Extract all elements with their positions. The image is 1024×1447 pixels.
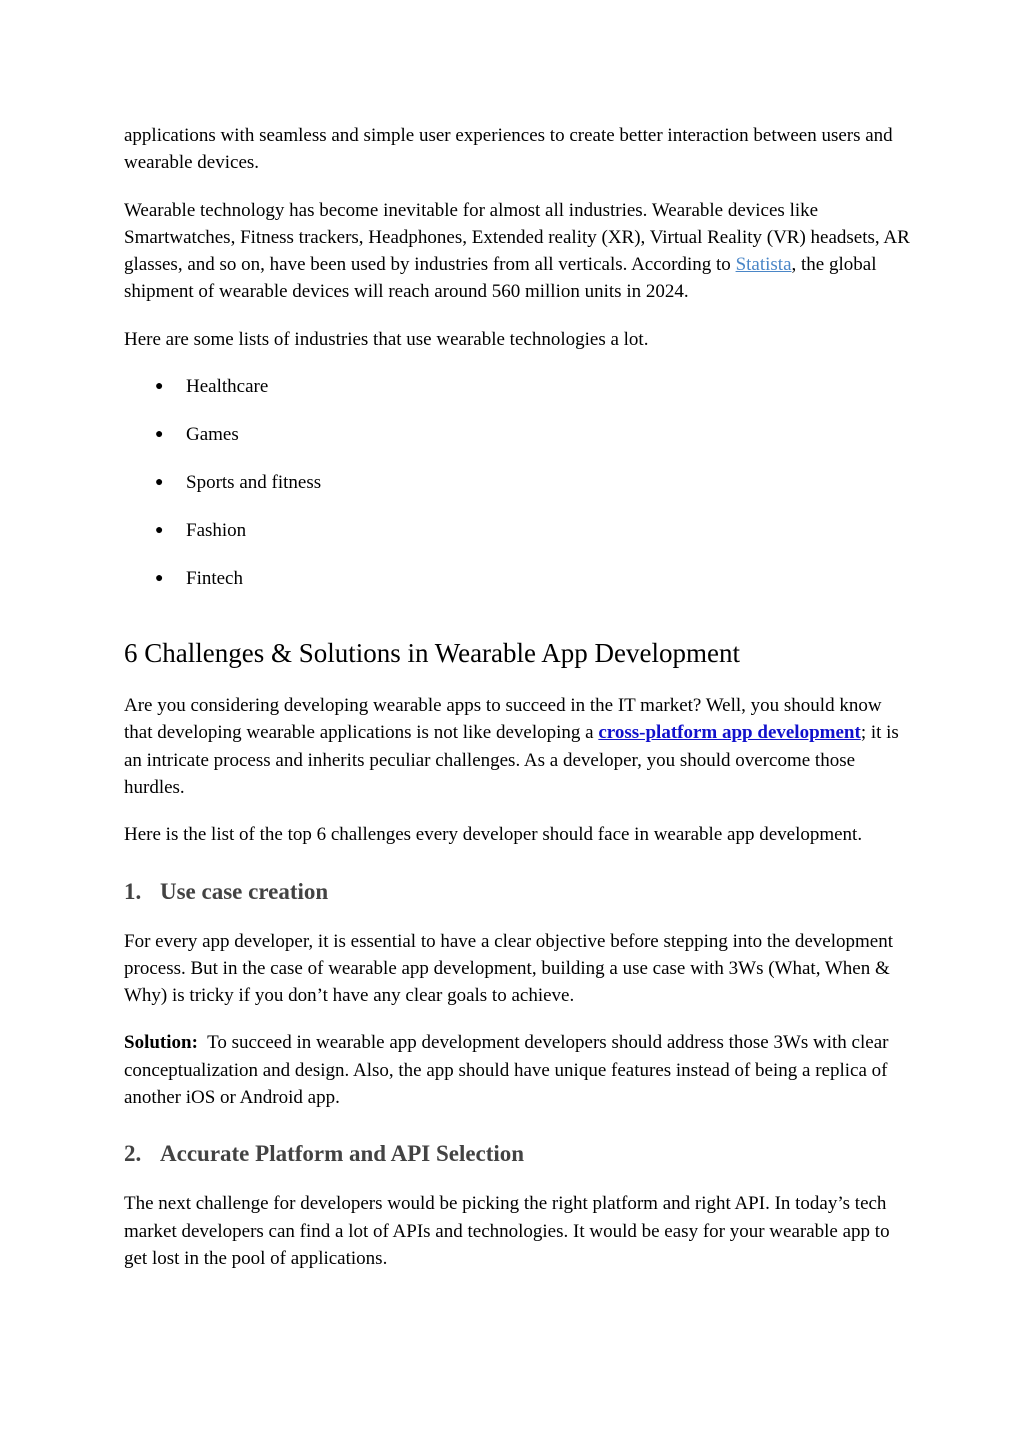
wearable-paragraph-text: Wearable technology has become inevitable for almost all industries. Wearable devices like Smartwatches, Fitness trackers, Headphones, Extended reality (XR), Virtual Reality (VR) headsets, AR glasses, and so on, have been used by industries from all verticals. According to [124,199,910,276]
challenge-body-2: The next challenge for developers would be picking the right platform and right API. In today’s tech market developers can find a lot of APIs and technologies. It would be easy for your wearable app to get lost in the pool of applications. [124,1193,890,1269]
list-item [124,517,914,565]
challenge-title: Use case creation [160,878,329,904]
bullet-icon: ● [155,379,164,395]
wearable-paragraph-text-end: , the global shipment of wearable devices will reach around 560 million units in 2024. [124,254,877,303]
industries-list [124,373,914,613]
list-item-label: Sports and fitness [186,472,322,494]
statista-link[interactable]: Statista [735,254,792,276]
cross-platform-link[interactable]: cross-platform app development [598,722,861,744]
challenge-number: 2. [124,1141,142,1167]
intro-continuation: applications with seamless and simple user experiences to create better interaction between users and wearable devices. [124,125,893,174]
solution-text: To succeed in wearable app development developers should address those 3Ws with clear conceptualization and design. Also, the app should have unique features instead of being a replica of another iOS or Android app. [124,1032,894,1109]
section-heading: 6 Challenges & Solutions in Wearable App Development [124,638,740,669]
challenges-list-intro: Here is the list of the top 6 challenges every developer should face in wearable app development. [124,824,863,846]
challenge-title: Accurate Platform and API Selection [160,1141,525,1167]
wearable-technology-paragraph [124,197,914,306]
challenge-number: 1. [124,878,142,904]
document-page [124,122,914,1292]
considering-paragraph-text-end: ; it is an intricate process and inherits peculiar challenges. As a developer, you should overcome those hurdles. [124,722,899,798]
list-item-label: Fashion [186,520,247,542]
list-item [124,469,914,517]
challenge-heading-1 [124,877,914,907]
bullet-icon: ● [155,523,164,539]
challenge-heading-2 [124,1139,914,1169]
bullet-icon: ● [155,475,164,491]
list-item-label: Fintech [186,568,243,590]
challenge-body-1: For every app developer, it is essential to have a clear objective before stepping into the development process. But in the case of wearable app development, building a use case with 3Ws (What, When & Why) is tricky if you don’t have any clear goals to achieve. [124,930,893,1007]
list-item [124,565,914,613]
list-item [124,421,914,469]
bullet-icon: ● [155,427,164,443]
list-item-label: Games [186,424,239,446]
solution-label: Solution: [124,1032,198,1054]
industries-intro: Here are some lists of industries that use wearable technologies a lot. [124,328,649,350]
list-item-label: Healthcare [186,376,269,398]
considering-paragraph [124,692,914,801]
list-item [124,373,914,421]
considering-paragraph-text: Are you considering developing wearable apps to succeed in the IT market? Well, you should know that developing wearable applications is not like developing a [124,695,882,744]
bullet-icon: ● [155,571,164,587]
solution-paragraph-1 [124,1029,914,1111]
